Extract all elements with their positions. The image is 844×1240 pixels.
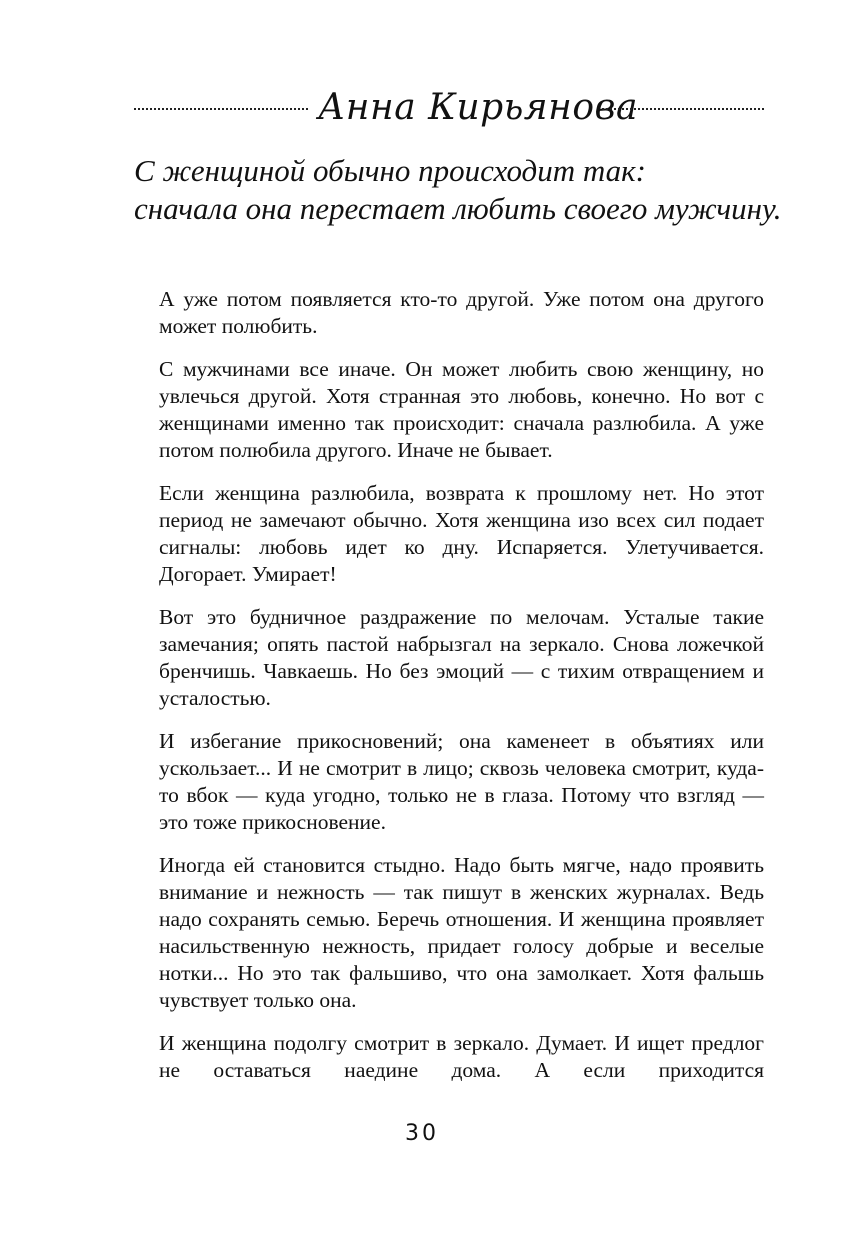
paragraph: С мужчинами все иначе. Он может любить свою женщину, но увлечься другой. Хотя странная это любовь, конечно. Но вот с женщинами именно так происходит: сначала разлюбила. А уже потом полюбила другого. Иначе не бывает.	[159, 357, 764, 462]
body-text	[159, 286, 764, 1100]
paragraph: Вот это будничное раздражение по мелочам. Усталые такие замечания; опять пастой набрызгал на зеркало. Снова ложечкой бренчишь. Чавкаешь. Но без эмоций — с тихим отвращением и усталостью.	[159, 605, 764, 710]
paragraph: Иногда ей становится стыдно. Надо быть мягче, надо проявить внимание и нежность — так пишут в женских журналах. Ведь надо сохранять семью. Беречь отношения. И женщина проявляет насильственную нежность, придает голосу добрые и веселые нотки... Но это так фальшиво, что она замолкает. Хотя фальшь чувствует только она.	[159, 853, 764, 1012]
paragraph: А уже потом появляется кто-то другой. Уже потом она другого может полюбить.	[159, 287, 764, 338]
paragraph: И женщина подолгу смотрит в зеркало. Думает. И ищет предлог не оставаться наедине дома. А если приходится	[159, 1031, 764, 1082]
header-dotted-rule-right	[602, 108, 764, 110]
paragraph: И избегание прикосновений; она каменеет в объятиях или ускользает... И не смотрит в лицо; сквозь человека смотрит, куда-то вбок — куда угодно, только не в глаза. Потому что взгляд — это тоже прикосновение.	[159, 729, 764, 834]
epigraph-line-2: сначала она перестает любить своего мужчину.	[134, 191, 782, 226]
page-number: 30	[405, 1121, 439, 1146]
epigraph-line-1: С женщиной обычно происходит так:	[134, 153, 646, 188]
epigraph	[134, 152, 782, 228]
running-header	[134, 84, 764, 134]
header-dotted-rule-left	[134, 108, 308, 110]
paragraph: Если женщина разлюбила, возврата к прошлому нет. Но этот период не замечают обычно. Хотя женщина изо всех сил подает сигналы: любовь идет ко дну. Испаряется. Улетучивается. Догорает. Умирает!	[159, 481, 764, 586]
author-name: Анна Кирьянова	[318, 87, 638, 128]
